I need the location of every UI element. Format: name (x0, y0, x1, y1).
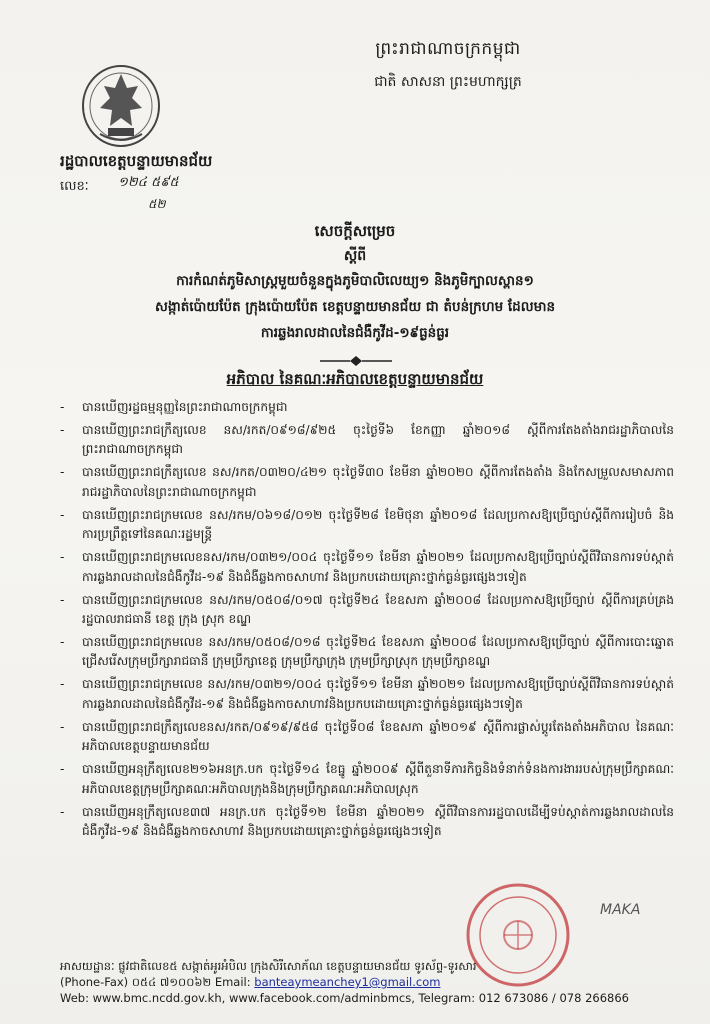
list-item (54, 718, 674, 757)
decision-subtitle: ស្ដីពី (343, 248, 367, 264)
bullet-dash: - (60, 719, 65, 734)
provincial-seal-logo (80, 64, 162, 150)
footer-phone-line (60, 974, 700, 990)
list-item-text: បានឃើញអនុក្រឹត្យលេខ២១៦អនក្រ.បក ចុះថ្ងៃទី១៤ ខែធ្នូ ឆ្នាំ២០០៩ ស្ដីពីតួនាទីភារកិច្ចនិងទំនាក់ទំនងការងាររបស់ក្រុមប្រឹក្សាគណៈអភិបាលខេត្តក្រុមប្រឹក្សាគណៈអភិបាលក្រុងនិងក្រុមប្រឹក្សាគណៈអភិបាលស្រុក (82, 762, 674, 796)
email-label: Email: (214, 975, 251, 989)
facebook-link[interactable]: www.facebook.com/adminbmcs (228, 991, 412, 1005)
list-item (54, 463, 674, 502)
list-item-text: បានឃើញព្រះរាជក្រមលេខ នស/រកម/០៣២១/០០៤ ចុះថ្ងៃទី១១ ខែមីនា ឆ្នាំ២០២១ ដែលប្រកាសឱ្យប្រើច្បាប់ស្ដីពីវិធានការទប់ស្កាត់ការឆ្លងរាលដាលនៃជំងឺកូវីដ-១៩ និងជំងឺឆ្លងកាចសាហាវនិងប្រកបដោយគ្រោះថ្នាក់ធ្ងន់ធ្ងរផ្សេងៗទៀត (82, 677, 674, 711)
national-motto: ជាតិ សាសនា ព្រះមហាក្សត្រ (374, 74, 522, 90)
kingdom-header: ព្រះរាជាណាចក្រកម្ពុជា (375, 39, 521, 59)
bullet-dash: - (60, 677, 65, 692)
list-item (54, 398, 674, 417)
handwritten-signature: MAKA (600, 902, 641, 918)
bullet-dash: - (60, 423, 65, 437)
list-item-text: បានឃើញព្រះរាជក្រមលេខ នស/រកម/០៥០៨/០១៨ ចុះថ្ងៃទី២៤ ខែឧសភា ឆ្នាំ២០០៨ ដែលប្រកាសឱ្យប្រើច្បាប់ ស្ដីពីការបោះឆ្នោតជ្រើសរើសក្រុមប្រឹក្សារាជធានី ក្រុមប្រឹក្សាខេត្ត ក្រុមប្រឹក្សាក្រុង ក្រុមប្រឹក្សាស្រុក ក្រុមប្រឹក្សាខណ្ឌ (82, 635, 674, 669)
list-item-text: បានឃើញព្រះរាជក្រមលេខ នស/រកម/០៦១៨/០១២ ចុះថ្ងៃទី២៨ ខែមិថុនា ឆ្នាំ២០១៨ ដែលប្រកាសឱ្យប្រើច្បាប់ស្ដីពីការរៀបចំ និងការប្រព្រឹត្តទៅនៃគណៈរដ្ឋមន្ត្រី (82, 507, 674, 542)
list-item-text: បានឃើញរដ្ឋធម្មនុញ្ញនៃព្រះរាជាណាចក្រកម្ពុជា (82, 400, 288, 414)
governor-heading: អភិបាល នៃគណៈអភិបាលខេត្តបន្ទាយមានជ័យ (226, 370, 484, 388)
organization-name: រដ្ឋបាលខេត្តបន្ទាយមានជ័យ (60, 152, 213, 170)
bullet-dash: - (60, 804, 65, 819)
bullet-dash: - (60, 592, 65, 607)
list-item (54, 675, 674, 714)
decision-subject-line-1: ការកំណត់ភូមិសាស្ត្រមួយចំនួនក្នុងភូមិបាលិលេយ្យ១ និងភូមិក្បាលស្ពាន១ (176, 273, 534, 289)
list-item-text: បានឃើញព្រះរាជក្រមលេខនស/រកម/០៣២១/០០៤ ចុះថ្ងៃទី១១ ខែមីនា ឆ្នាំ២០២១ ដែលប្រកាសឱ្យប្រើច្បាប់ស្ដីពីវិធានការទប់ស្កាត់ការឆ្លងរាលដាលនៃជំងឺកូវីដ-១៩ និងជំងឺឆ្លងកាចសាហាវ និងប្រកបដោយគ្រោះថ្នាក់ធ្ងន់ធ្ងរផ្សេងៗទៀត (82, 550, 674, 584)
divider-ornament (320, 356, 392, 366)
bullet-dash: - (60, 507, 65, 522)
decision-subject-line-3: ការឆ្លងរាលដាលនៃជំងឺកូវីដ-១៩ធ្ងន់ធ្ងរ (260, 325, 450, 341)
bullet-dash: - (60, 762, 65, 777)
footer-contact (60, 958, 700, 1006)
list-item (54, 760, 674, 799)
list-item-text: បានឃើញព្រះរាជក្រឹត្យលេខនស/រកត/០៩១៩/៩៥៨ ចុះថ្ងៃទី០៨ ខែឧសភា ឆ្នាំ២០១៩ ស្ដីពីការផ្លាស់ប្ដូរតែងតាំងអភិបាល នៃគណៈអភិបាលខេត្តបន្ទាយមានជ័យ (82, 719, 674, 754)
list-item-text: បានឃើញព្រះរាជក្រឹត្យលេខ នស/រកត/០៩១៨/៩២៥ ចុះថ្ងៃទី៦ ខែកញ្ញា ឆ្នាំ២០១៨ ស្ដីពីការតែងតាំងរាជរដ្ឋាភិបាលនៃព្រះរាជាណាចក្រកម្ពុជា (82, 423, 674, 457)
bullet-dash: - (60, 465, 65, 480)
legal-basis-list (54, 398, 674, 845)
list-item (54, 633, 674, 672)
decision-subject-line-2: សង្កាត់ប៉ោយប៉ែត ក្រុងប៉ោយប៉ែត ខេត្តបន្ទាយមានជ័យ ជា តំបន់ក្រហម ដែលមាន (154, 299, 556, 315)
list-item-text: បានឃើញអនុក្រឹត្យលេខ៣៧ អនក្រ.បក ចុះថ្ងៃទី១២ ខែមីនា ឆ្នាំ២០២១ ស្ដីពីវិធានការរដ្ឋបាលដើម្បីទប់ស្កាត់ការឆ្លងរាលដាលនៃជំងឺកូវីដ-១៩ និងជំងឺឆ្លងកាចសាហាវ និងប្រកបដោយគ្រោះថ្នាក់ធ្ងន់ធ្ងរផ្សេងៗទៀត (82, 804, 674, 839)
reference-number: ១២៤ ៥៩៥ (118, 175, 179, 190)
list-item (54, 803, 674, 842)
bullet-dash: - (60, 400, 65, 414)
decision-title: សេចក្ដីសម្រេច (314, 222, 396, 240)
phone-label: (Phone-Fax) (60, 975, 129, 989)
list-item (54, 421, 674, 460)
list-item (54, 548, 674, 587)
footer-web-line: Web: www.bmc.ncdd.gov.kh, www.facebook.com/adminbmcs, Telegram: 012 673086 / 078 266866 (60, 991, 629, 1005)
list-item (54, 506, 674, 545)
telegram-contact: Telegram: 012 673086 / 078 266866 (418, 991, 629, 1005)
email-link[interactable]: banteaymeanchey1@gmail.com (254, 975, 441, 989)
reference-sub: ៥២ (148, 197, 166, 211)
list-item-text: បានឃើញព្រះរាជក្រមលេខ នស/រកម/០៥០៨/០១៧ ចុះថ្ងៃទី២៤ ខែឧសភា ឆ្នាំ២០០៨ ដែលប្រកាសឱ្យប្រើច្បាប់ ស្ដីពីការគ្រប់គ្រងរដ្ឋបាលរាជធានី ខេត្ត ក្រុង ស្រុក ខណ្ឌ (82, 592, 674, 627)
list-item (54, 591, 674, 630)
list-item-text: បានឃើញព្រះរាជក្រឹត្យលេខ នស/រកត/០៣២០/៤២១ ចុះថ្ងៃទី៣០ ខែមីនា ឆ្នាំ២០២០ ស្ដីពីការតែងតាំង និងកែសម្រួលសមាសភាពរាជរដ្ឋាភិបាលនៃព្រះរាជាណាចក្រកម្ពុជា (82, 465, 674, 499)
bullet-dash: - (60, 550, 65, 565)
phone-number: ០៥៤ ៧១០០៦២ (131, 975, 212, 989)
bullet-dash: - (60, 635, 65, 650)
web-label: Web: (60, 991, 89, 1005)
footer-address: អាសយដ្ឋានៈ ផ្លូវជាតិលេខ៥ សង្កាត់អូរអំបិល ក្រុងសិរីសោភ័ណ ខេត្តបន្ទាយមានជ័យ ទូរស័ព្ទ-ទូរសារ (60, 959, 477, 973)
reference-label: លេខៈ (60, 179, 89, 194)
website-link[interactable]: www.bmc.ncdd.gov.kh (92, 991, 222, 1005)
